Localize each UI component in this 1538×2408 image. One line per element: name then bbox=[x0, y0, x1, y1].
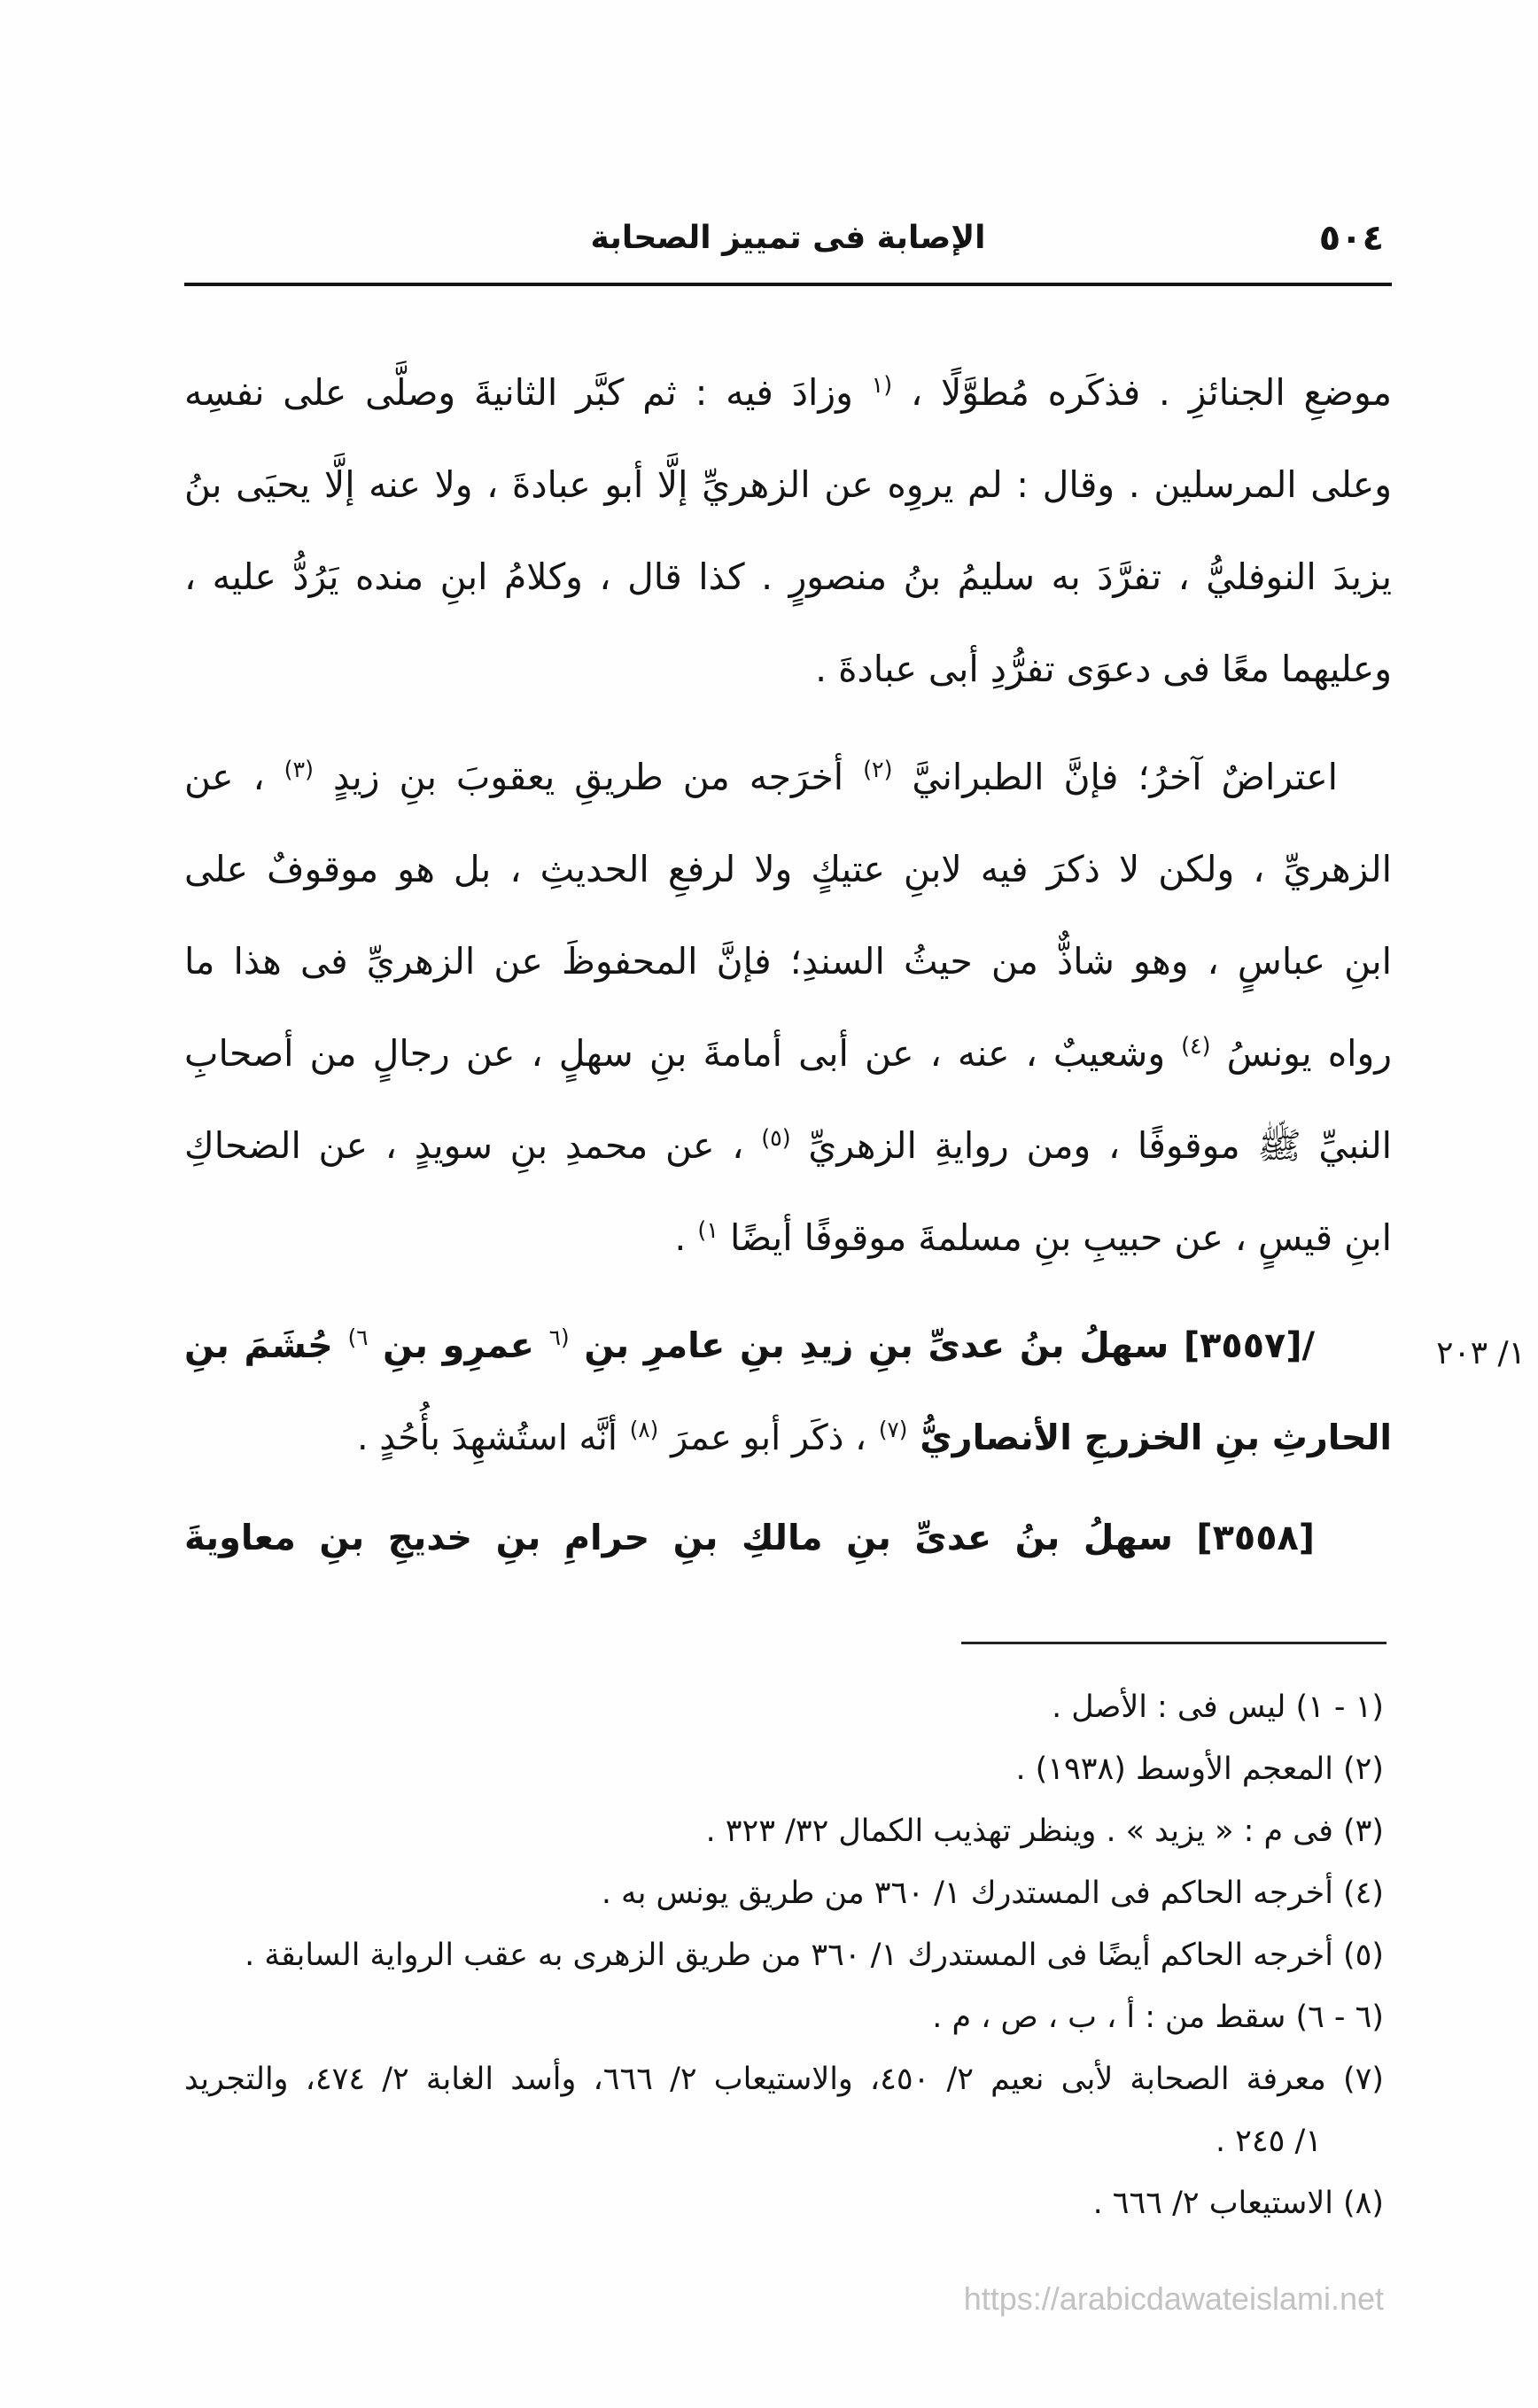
entry-3557 bbox=[184, 1300, 1392, 1484]
entry-heading-line bbox=[184, 1392, 1392, 1484]
line-content bbox=[674, 1216, 1392, 1259]
footnote-marker: (٦ bbox=[548, 1324, 570, 1351]
entry-name: سهلُ بنُ عدىِّ بنِ زيدِ بنِ عامرِ بنِ bbox=[584, 1325, 1169, 1366]
entry-number: /[٣٥٥٧] bbox=[1183, 1325, 1316, 1366]
line-text: . bbox=[674, 1216, 687, 1259]
entry-name: الحارثِ بنِ الخزرجِ الأنصاريُّ bbox=[920, 1418, 1392, 1458]
footnote bbox=[184, 1676, 1384, 1738]
text-line bbox=[184, 439, 1392, 531]
footnote-text: (٥) أخرجه الحاكم أيضًا فى المستدرك ١/ ٣٦٠ من طريق الزهرى به عقب الرواية السابقة . bbox=[245, 1938, 1384, 1973]
text-line bbox=[184, 731, 1392, 823]
entry-note: ، ذكَر أبو عمرَ bbox=[671, 1418, 866, 1458]
line-text: اعتراضٌ آخرُ؛ فإنَّ الطبرانيَّ bbox=[912, 756, 1338, 798]
line-content bbox=[184, 371, 1392, 414]
running-header bbox=[184, 211, 1392, 266]
text-line bbox=[184, 1192, 1392, 1284]
footnote-text: (٧) معرفة الصحابة لأبى نعيم ٢/ ٤٥٠، والاستيعاب ٢/ ٦٦٦، وأسد الغابة ٢/ ٤٧٤، والتجريد bbox=[184, 2062, 1384, 2097]
line-content bbox=[184, 1032, 1392, 1075]
line-content bbox=[184, 756, 1338, 798]
footnote-text: (٨) الاستيعاب ٢/ ٦٦٦ . bbox=[1092, 2186, 1384, 2221]
footnote bbox=[184, 1986, 1384, 2048]
entry-name: جُشَمَ بنِ bbox=[184, 1325, 333, 1366]
line-content bbox=[184, 1518, 1315, 1558]
running-title: الإصابة فى تمييز الصحابة bbox=[590, 220, 986, 256]
entry-heading-line bbox=[184, 1492, 1392, 1584]
text-line bbox=[184, 1099, 1392, 1192]
footnote bbox=[184, 1738, 1384, 1800]
line-text: ، عن bbox=[184, 756, 265, 798]
line-text: رواه يونسُ bbox=[1226, 1032, 1393, 1075]
footnote-marker: (١ bbox=[871, 371, 893, 399]
footnote-marker: (٥) bbox=[761, 1124, 791, 1152]
text-line bbox=[184, 531, 1392, 623]
line-text: ابنِ عباسٍ ، وهو شاذٌّ من حيثُ السندِ؛ فإنَّ المحفوظَ عن الزهريِّ فى هذا ما bbox=[184, 940, 1392, 983]
entry-heading-line bbox=[184, 1300, 1392, 1392]
footnote bbox=[184, 1924, 1384, 1986]
footnote-marker: (٧) bbox=[878, 1417, 908, 1443]
entry-3558 bbox=[184, 1492, 1392, 1584]
text-line bbox=[184, 1007, 1392, 1099]
margin-page-reference: ١/ ٢٠٣ bbox=[1436, 1335, 1526, 1371]
footnote-separator bbox=[961, 1642, 1387, 1644]
footnote-marker: ٦) bbox=[347, 1324, 369, 1351]
line-text: وعلى المرسلين . وقال : لم يروِه عن الزهريِّ إلَّا أبو عبادةَ ، ولا عنه إلَّا يحيَى بنُ bbox=[184, 463, 1392, 506]
page-number: ٥٠٤ bbox=[1318, 218, 1384, 259]
footnote bbox=[184, 2172, 1384, 2234]
footnote-text: (٤) أخرجه الحاكم فى المستدرك ١/ ٣٦٠ من طريق يونس به . bbox=[601, 1876, 1384, 1911]
footnote-text: (١ - ١) ليس فى : الأصل . bbox=[1052, 1689, 1384, 1725]
line-text: وشعيبٌ ، عنه ، عن أبى أمامةَ بنِ سهلٍ ، عن رجالٍ من أصحابِ bbox=[184, 1032, 1166, 1075]
paragraph-objection bbox=[184, 731, 1392, 1284]
line-text: يزيدَ النوفليُّ ، تفرَّدَ به سليمُ بنُ منصورٍ . كذا قال ، وكلامُ ابنِ منده يَرُدُّ عليه ، bbox=[184, 555, 1392, 598]
text-line bbox=[184, 823, 1392, 915]
text-line bbox=[184, 915, 1392, 1007]
entry-note: أنَّه استُشهِدَ بأُحُدٍ . bbox=[357, 1418, 618, 1458]
footnote-text: (٢) المعجم الأوسط (١٩٣٨) . bbox=[1015, 1752, 1384, 1787]
line-text: الزهريِّ ، ولكن لا ذكرَ فيه لابنِ عتيكٍ ولا لرفعِ الحديثِ ، بل هو موقوفٌ على bbox=[184, 848, 1392, 890]
footnote bbox=[184, 1862, 1384, 1924]
entry-number: [٣٥٥٨] bbox=[1196, 1518, 1315, 1558]
footnote-marker: (٣) bbox=[284, 756, 314, 783]
line-text: موضعِ الجنائزِ . فذكَره مُطوَّلًا ، bbox=[910, 371, 1392, 414]
footnote-continuation bbox=[184, 2110, 1384, 2172]
footnote-marker: (٢) bbox=[863, 756, 893, 783]
paragraph-continued bbox=[184, 346, 1392, 715]
entry-name: سهلُ بنُ عدىِّ بنِ مالكِ بنِ حرامِ بنِ خديجِ بنِ معاويةَ bbox=[184, 1518, 1173, 1558]
footnote bbox=[184, 2048, 1384, 2110]
footnote-text: (٣) فى م : « يزيد » . وينظر تهذيب الكمال ٣٢/ ٣٢٣ . bbox=[705, 1814, 1384, 1849]
entry-name: عمرِو بنِ bbox=[383, 1325, 534, 1366]
line-text: وزادَ فيه : ثم كبَّر الثانيةَ وصلَّى على نفسِه bbox=[184, 371, 853, 414]
line-text: النبيِّ ﷺ موقوفًا ، ومن روايةِ الزهريِّ bbox=[808, 1124, 1393, 1167]
footnote-marker: ١) bbox=[697, 1216, 719, 1244]
line-text: ، عن محمدِ بنِ سويدٍ ، عن الضحاكِ bbox=[184, 1124, 744, 1167]
line-text: أخرَجه من طريقِ يعقوبَ بنِ زيدٍ bbox=[332, 756, 844, 798]
footnote-text: (٦ - ٦) سقط من : أ ، ب ، ص ، م . bbox=[932, 2000, 1384, 2035]
footnote bbox=[184, 1800, 1384, 1862]
header-rule bbox=[184, 283, 1392, 286]
line-content bbox=[184, 1124, 1392, 1167]
footnote-text: ١/ ٢٤٥ . bbox=[1215, 2124, 1322, 2159]
footnote-marker: (٤) bbox=[1181, 1032, 1211, 1060]
line-text: ابنِ قيسٍ ، عن حبيبِ بنِ مسلمةَ موقوفًا أيضًا bbox=[729, 1216, 1392, 1259]
text-line bbox=[184, 623, 1392, 715]
text-line bbox=[184, 346, 1392, 439]
line-content bbox=[184, 1325, 1315, 1366]
line-text: وعليهما معًا فى دعوَى تفرُّدِ أبى عبادةَ . bbox=[815, 648, 1392, 690]
footnote-marker: (٨) bbox=[629, 1417, 659, 1443]
footnotes bbox=[184, 1676, 1384, 2234]
watermark-url: https://arabicdawateislami.net bbox=[963, 2280, 1384, 2317]
line-content bbox=[357, 1418, 1392, 1458]
